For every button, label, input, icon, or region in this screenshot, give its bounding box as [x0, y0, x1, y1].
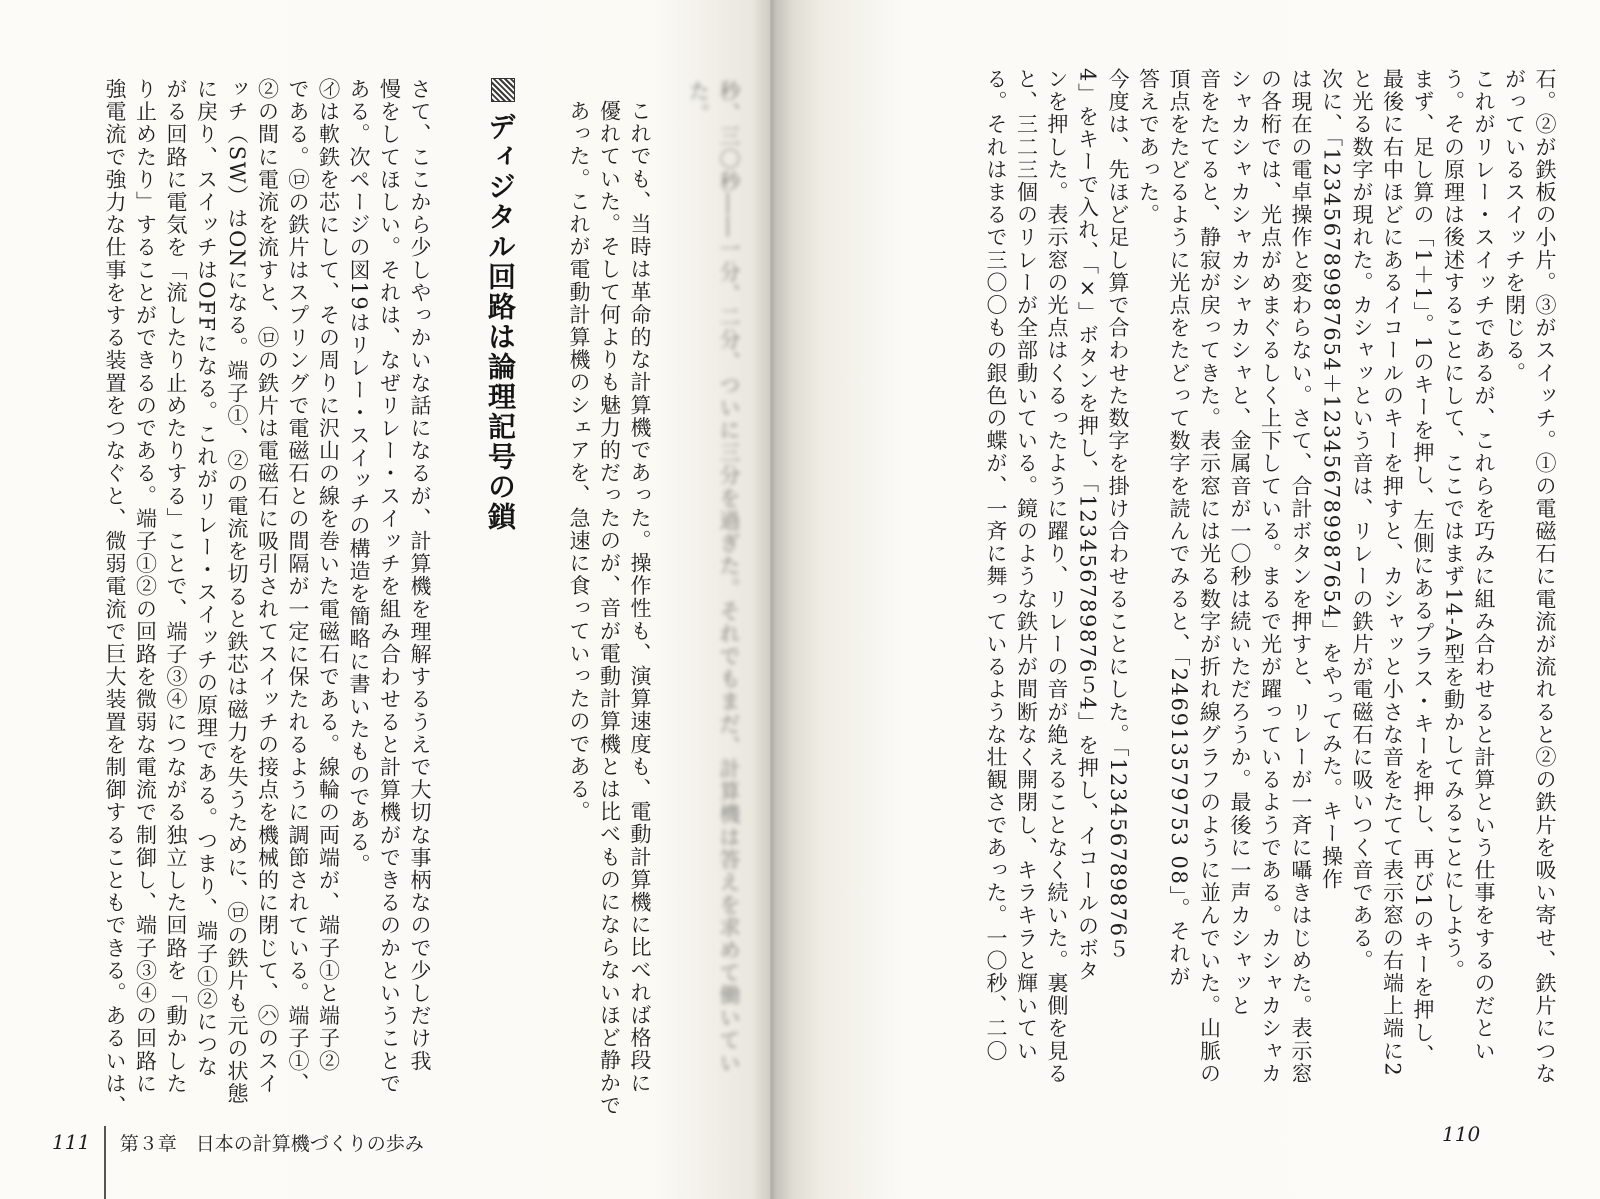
- text-line: あった。これが電動計算機のシェアを、急速に食っていったのである。: [567, 100, 591, 824]
- left-intro-text: [555, 100, 655, 1117]
- text-line: ㋑は軟鉄を芯にして、その周りに沢山の線を巻いた電磁石である。線輪の両端が、端子①と端子②: [316, 78, 341, 1073]
- left-page: [0, 0, 770, 1199]
- text-line: ッチ（SW）はONになる。端子①、②の電流を切ると鉄芯は磁力を失うために、㋺の鉄片も元の状態: [225, 78, 249, 1106]
- text-line: がる回路に電気を「流したり止めたりする」ことで、端子③④につながる独立した回路を「動かした: [164, 78, 188, 1095]
- text-line: ある。次ページの図19はリレー・スイッチの構造を簡略に書いたものである。: [347, 78, 371, 877]
- text-line: 頂点をたどるように光点をたどって数字を読んでみると、「246913579753 08」。それが: [1167, 68, 1191, 988]
- footer-divider: [104, 1126, 106, 1199]
- text-line: 石。②が鉄板の小片。③がスイッチ。①の電磁石に電流が流れると②の鉄片を吸い寄せ、鉄片につな: [1533, 68, 1557, 1085]
- right-body-text: [792, 68, 1560, 1085]
- text-line: 音をたてると、静寂が戻ってきた。表示窓には光る数字が折れ線グラフのように並んでいた。山脈の: [1197, 68, 1222, 1085]
- text-line: 優れていた。そして何よりも魅力的だったのが、音が電動計算機とは比べものにならないほど静かで: [597, 100, 622, 1117]
- text-line: 最後に右中ほどにあるイコールのキーを押すと、カシャッと小さな音をたてて表示窓の右端上端に2: [1380, 68, 1405, 1078]
- text-line: 答えであった。: [1136, 68, 1161, 227]
- text-line: り止めたり」することができるのである。端子①②の回路を微弱な電流で制御し、端子③④の回路に: [133, 78, 158, 1095]
- section-heading: ディジタル回路は論理記号の鎖: [484, 112, 517, 532]
- text-line: まず、足し算の「1＋1」。1のキーを押し、左側にあるプラス・キーを押し、再び1のキーを押し、: [1411, 68, 1435, 1067]
- text-line: これでも、当時は革命的な計算機であった。操作性も、演算速度も、電動計算機に比べれば格段に: [628, 100, 652, 1095]
- text-line: の各桁では、光点がめまぐるしく上下している。まるで光が躍っているようである。カシャカシャカ: [1258, 68, 1283, 1085]
- text-line: と、三二三個のリレーが全部動いている。鏡のような鉄片が間断なく開閉し、キラキラと輝いてい: [1014, 68, 1039, 1063]
- left-footer: [52, 1122, 424, 1162]
- text-line: る。それはまるで三〇〇もの銀色の蝶が、一斉に舞っているような壮観さであった。一〇秒、二〇: [984, 68, 1008, 1063]
- running-header: 第３章 日本の計算機づくりの歩み: [119, 1132, 424, 1155]
- page-number: 110: [1442, 1122, 1481, 1146]
- heading-marker-icon: [491, 78, 515, 102]
- book-gutter: [752, 0, 792, 1199]
- text-line: である。㋺の鉄片はスプリングで電磁石との間隔が一定に保たれるように調節されている。端子①、: [286, 78, 310, 1095]
- page-number: 111: [52, 1130, 91, 1154]
- text-line: 今度は、先ほど足し算で合わせた数字を掛け合わせることにした。「123456789876５: [1106, 68, 1130, 961]
- text-line: 秒、三〇秒――一分、二分、ついに三分を過ぎた。それでもまだ、計算機は答えを求めて働いてい: [717, 80, 741, 1075]
- text-line: 4」をキーで入れ、「×」ボタンを押し、「123456789876５4」を押し、イコールのボタ: [1075, 68, 1100, 983]
- text-line: ②の間に電流を流すと、㋺の鉄片は電磁石に吸引されてスイッチの接点を機械的に閉じて、㋩のスイ: [255, 78, 280, 1095]
- gutter-text: [680, 80, 744, 1075]
- text-line: ンを押した。表示窓の光点はくるったように躍り、リレーの音が絶えることなく続いた。裏側を見る: [1045, 68, 1069, 1085]
- text-line: 次に、「123456789987654＋123456789987654」をやってみた。キー操作: [1319, 68, 1344, 891]
- left-body-text: [55, 78, 435, 1118]
- text-line: は現在の電卓操作と変わらない。さて、合計ボタンを押すと、リレーが一斉に囁きはじめた。表示窓: [1289, 68, 1313, 1085]
- text-line: う。その原理は後述することにして、ここではまず14-A型を動かしてみることにしよう。: [1441, 68, 1466, 983]
- text-line: 強電流で強力な仕事をする装置をつなぐと、微弱電流で巨大装置を制御することもできる。あるいは、: [103, 78, 127, 1118]
- text-line: に戻り、スイッチはOFFになる。これがリレー・スイッチの原理である。つまり、端子①②につな: [194, 78, 219, 1079]
- text-line: 慢をしてほしい。それは、なぜリレー・スイッチを組み合わせると計算機ができるのかということで: [377, 78, 402, 1095]
- text-line: シャカシャカシャカシャカシャと、金属音が一〇秒は続いただろうか。最後に一声カシャッと: [1228, 68, 1252, 1018]
- text-line: がっているスイッチを閉じる。: [1502, 68, 1527, 385]
- text-line: さて、ここから少しやっかいな話になるが、計算機を理解するうえで大切な事柄なので少しだけ我: [408, 78, 432, 1073]
- text-line: と光る数字が現れた。カシャッという音は、リレーの鉄片が電磁石に吸いつく音である。: [1350, 68, 1374, 972]
- text-line: これがリレー・スイッチであるが、これらを巧みに組み合わせると計算という仕事をするのだとい: [1472, 68, 1496, 1063]
- right-page: [770, 0, 1600, 1199]
- text-line: た。: [686, 80, 711, 126]
